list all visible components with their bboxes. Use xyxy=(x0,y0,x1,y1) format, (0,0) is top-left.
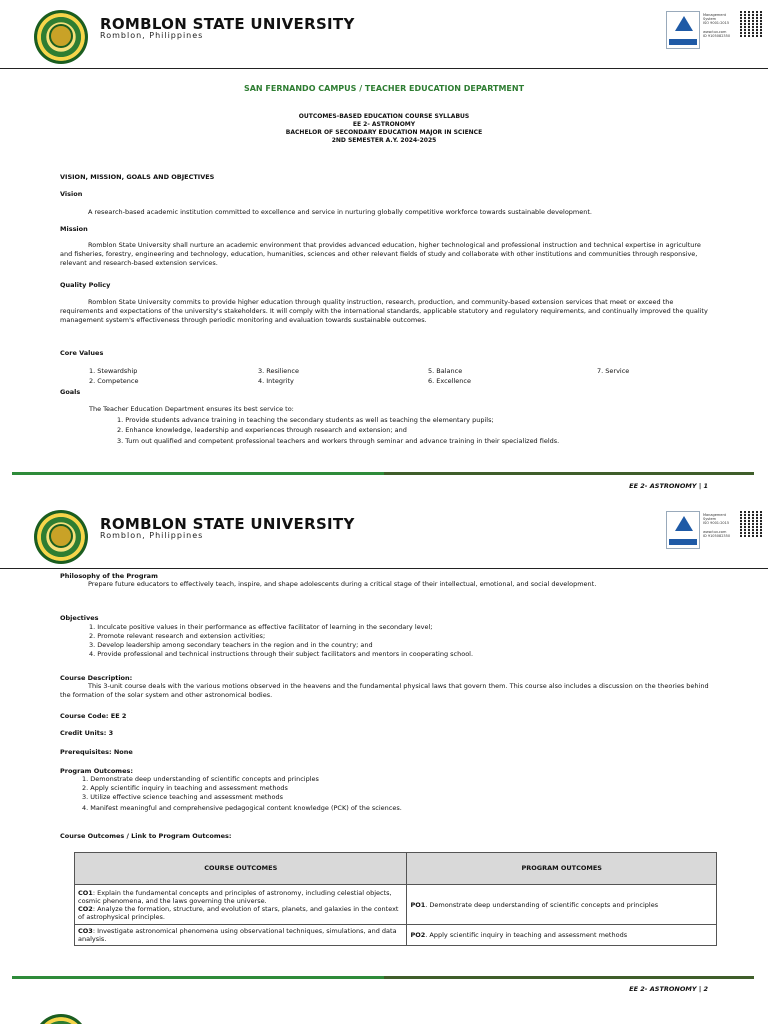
prerequisites: Prerequisites: None xyxy=(60,748,133,756)
goals-intro: The Teacher Education Department ensures its best service to: xyxy=(89,405,294,413)
core-value: 7. Service xyxy=(597,367,630,375)
mission-text: Romblon State University shall nurture an academic environment that provides advanced education, higher technological and professional instruction and technical expertise in agriculture and fisheries, forestry, engineering and technology, education, humanities, sciences and other relevant fields of study and collaborate with other institutions and communities through responsive, relevant and research-based extension services. xyxy=(60,241,701,267)
table-row xyxy=(75,885,717,925)
policy-text: Romblon State University commits to provide higher education through quality instruction, research, production, and community-based extension services that meet or exceed the requirements and expectations of the university's stakeholders. It will comply with the international standards, applicable statutory and regulatory requirements, and continually improved the quality management system's effectiveness through periodic monitoring and evaluation towards sustainable outcomes. xyxy=(60,298,708,324)
philosophy-text: Prepare future educators to effectively teach, inspire, and shape adolescents during a critical stage of their intellectual, emotional, and social development. xyxy=(88,580,597,588)
tuv-certification-logo: Management System ISO 9001:2015 www.tuv.com ID 9105082350 xyxy=(666,11,734,49)
description-heading: Course Description: xyxy=(60,674,133,682)
column-header-program-outcomes: PROGRAM OUTCOMES xyxy=(407,853,717,885)
program-outcome-item: 3. Utilize effective science teaching and assessment methods xyxy=(82,793,284,801)
course-title: EE 2- ASTRONOMY xyxy=(352,121,416,128)
goal-item: 2. Enhance knowledge, leadership and experiences through research and extension; and xyxy=(117,426,407,434)
university-name: ROMBLON STATE UNIVERSITY xyxy=(100,515,355,533)
program-outcome-cell: PO1. Demonstrate deep understanding of scientific concepts and principles xyxy=(407,885,717,925)
page-1 xyxy=(0,0,768,500)
philosophy-heading: Philosophy of the Program xyxy=(60,572,158,580)
objectives-heading: Objectives xyxy=(60,614,99,622)
objective-item: 2. Promote relevant research and extension activities; xyxy=(89,632,266,640)
program-outcome-cell: PO2. Apply scientific inquiry in teaching and assessment methods xyxy=(407,925,717,946)
page-number-label: EE 2- ASTRONOMY | 2 xyxy=(629,985,708,993)
core-value: 5. Balance xyxy=(428,367,463,375)
course-outcomes-cell: CO1: Explain the fundamental concepts and principles of astronomy, including celestial objects, cosmic phenomena, and the laws governing the universe. CO2: Analyze the formation, structure, and evolution of stars, planets, and galaxies in the context of astrophysical principles. xyxy=(75,885,407,925)
footer-bar xyxy=(12,472,754,475)
column-header-course-outcomes: COURSE OUTCOMES xyxy=(75,853,407,885)
header-divider xyxy=(0,68,768,69)
vision-heading: Vision xyxy=(60,190,83,198)
core-value: 2. Competence xyxy=(89,377,139,385)
university-seal-logo xyxy=(34,10,88,64)
university-name: ROMBLON STATE UNIVERSITY xyxy=(100,15,355,33)
goals-heading: Goals xyxy=(60,388,81,396)
objective-item: 3. Develop leadership among secondary teachers in the region and in the country; and xyxy=(89,641,373,649)
footer-bar xyxy=(12,976,754,979)
program-title: BACHELOR OF SECONDARY EDUCATION MAJOR IN SCIENCE xyxy=(285,129,483,136)
policy-heading: Quality Policy xyxy=(60,281,111,289)
program-outcomes-heading: Program Outcomes: xyxy=(60,767,133,775)
credit-units: Credit Units: 3 xyxy=(60,729,114,737)
objective-item: 1. Inculcate positive values in their performance as effective facilitator of learning in the secondary level; xyxy=(89,623,433,631)
objective-item: 4. Provide professional and technical instructions through their subject facilitators and mentors in cooperating school. xyxy=(89,650,474,658)
core-value: 1. Stewardship xyxy=(89,367,138,375)
semester-title: 2ND SEMESTER A.Y. 2024-2025 xyxy=(331,137,437,144)
goal-item: 1. Provide students advance training in teaching the secondary students as well as teaching the elementary pupils; xyxy=(117,416,494,424)
program-outcome-item: 2. Apply scientific inquiry in teaching and assessment methods xyxy=(82,784,288,792)
tuv-certification-logo: Management System ISO 9001:2015 www.tuv.com ID 9105082350 xyxy=(666,511,734,549)
campus-title: SAN FERNANDO CAMPUS / TEACHER EDUCATION DEPARTMENT xyxy=(243,84,525,93)
core-value: 6. Excellence xyxy=(428,377,471,385)
description-text: This 3-unit course deals with the various motions observed in the heavens and the fundamental physical laws that govern them. This course also includes a discussion on the theories behind the formation of the solar system and other astronomical bodies. xyxy=(60,682,709,699)
vmgo-heading: VISION, MISSION, GOALS AND OBJECTIVES xyxy=(60,173,215,181)
course-outcomes-heading: Course Outcomes / Link to Program Outcomes: xyxy=(60,832,232,840)
page-header xyxy=(0,500,768,570)
core-value: 3. Resilience xyxy=(258,367,299,375)
program-outcome-item: 4. Manifest meaningful and comprehensive pedagogical content knowledge (PCK) of the sciences. xyxy=(82,804,402,812)
syllabus-title: OUTCOMES-BASED EDUCATION COURSE SYLLABUS xyxy=(298,113,470,120)
university-location: Romblon, Philippines xyxy=(100,531,204,540)
university-location: Romblon, Philippines xyxy=(100,31,204,40)
core-values-heading: Core Values xyxy=(60,349,104,357)
vision-text: A research-based academic institution committed to excellence and service in nurturing globally competitive workforce towards sustainable development. xyxy=(88,208,592,216)
mission-heading: Mission xyxy=(60,225,88,233)
outcomes-table xyxy=(74,852,717,946)
core-value: 4. Integrity xyxy=(258,377,294,385)
table-row xyxy=(75,925,717,946)
page-3 xyxy=(0,1000,768,1024)
header-divider xyxy=(0,568,768,569)
goal-item: 3. Turn out qualified and competent professional teachers and workers through seminar and advance training in their specialized fields. xyxy=(117,437,560,445)
university-seal-logo xyxy=(34,1014,88,1024)
page-header xyxy=(0,0,768,70)
program-outcome-item: 1. Demonstrate deep understanding of scientific concepts and principles xyxy=(82,775,319,783)
page-number-label: EE 2- ASTRONOMY | 1 xyxy=(629,482,708,490)
course-code: Course Code: EE 2 xyxy=(60,712,127,720)
page-2 xyxy=(0,500,768,1000)
university-seal-logo xyxy=(34,510,88,564)
course-outcomes-cell: CO3: Investigate astronomical phenomena using observational techniques, simulations, and data analysis. xyxy=(75,925,407,946)
